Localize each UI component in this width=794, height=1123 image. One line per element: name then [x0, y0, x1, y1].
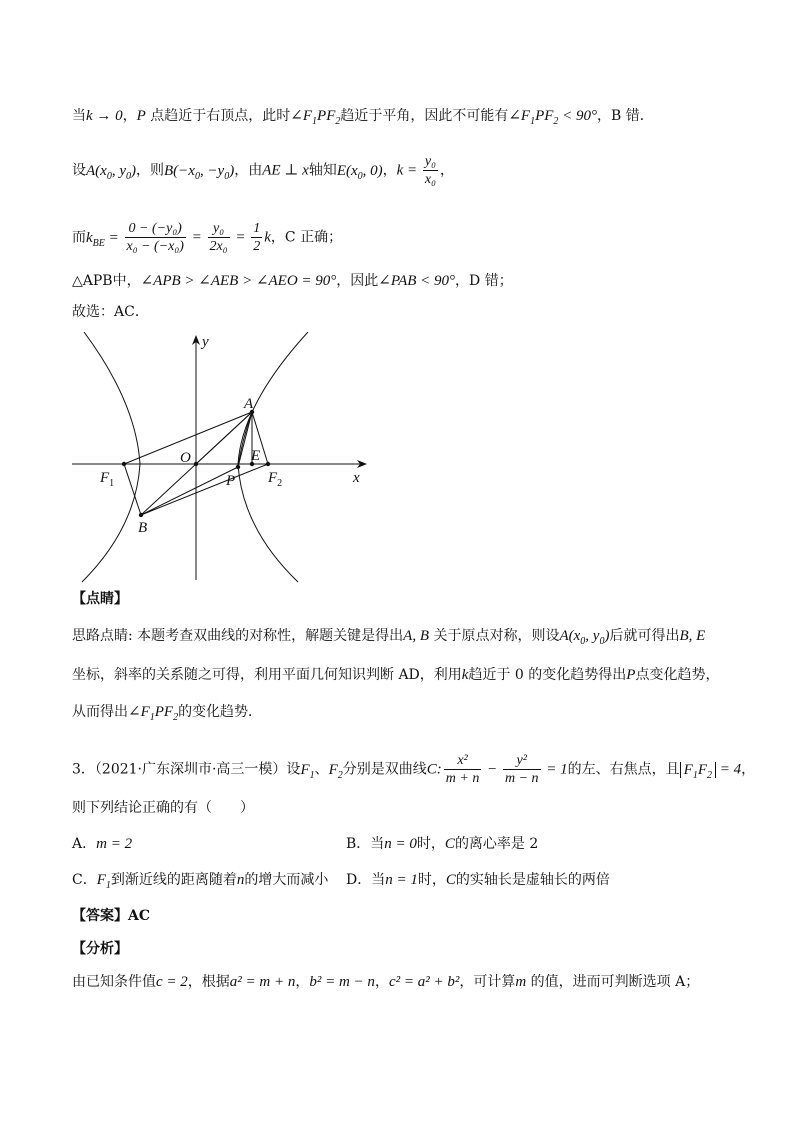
label-f2: $F_2$	[268, 470, 283, 489]
left-hyperbola-branch	[82, 332, 140, 582]
text-line-8: 坐标，斜率的关系随之可得，利用平面几何知识判断 AD，利用k趋近于 0 的变化趋势得出P点变化趋势，	[72, 667, 720, 683]
text-line-2: 设$A(x_0$, $y_0$)，则$B(-x_0$, $-y_0$)，由AE ⊥ x轴知$E(x_0$, 0)，k = $\frac{\text{y₀}}{\text{x₀}}$ ，	[72, 154, 455, 187]
option-a: A．m = 2	[72, 836, 133, 852]
fraction-x2: $\frac{\text{x²}}{m + n}$	[445, 753, 480, 786]
hyperbola-figure	[70, 332, 380, 584]
point-b	[139, 513, 143, 517]
label-x: x	[353, 470, 360, 486]
fraction-k: $\frac{\text{y₀}}{\text{x₀}}$	[424, 154, 437, 187]
text-line-1: 当k → 0，P 点趋近于右顶点，此时$\angle F_1PF_2$趋近于平角，因此不可能有$\angle F_1PF_2 < 90^\circ$，B 错．	[72, 108, 654, 127]
option-d: D．当n = 1时，C的实轴长是虚轴长的两倍	[346, 872, 610, 888]
fraction-half: $\frac{1}{2}$	[253, 221, 261, 254]
label-p: P	[226, 473, 236, 489]
fraction-kbe-1: $\frac{\text{0 − (−y₀)}}{\text{x₀ − (−x₀)}}$	[126, 221, 184, 254]
answer-label: 【答案】AC	[72, 908, 151, 924]
label-f1: $F_1$	[100, 470, 115, 489]
analysis-label: 【分析】	[72, 941, 128, 957]
fraction-kbe-2: $\frac{\text{y₀}}{\text{2x₀}}$	[209, 221, 228, 254]
text-line-7: 思路点睛: 本题考查双曲线的对称性，解题关键是得出A, B 关于原点对称，则设$A(x_0$, $y_0$)后就可得出B, E	[72, 628, 706, 647]
point-p	[236, 465, 240, 469]
point-f1	[122, 462, 126, 466]
label-a: A	[244, 396, 254, 412]
label-o: O	[180, 450, 191, 466]
text-line-5: 故选：AC．	[72, 304, 149, 320]
question-3-prompt: 则下列结论正确的有（ ）	[72, 800, 254, 816]
option-b: B．当n = 0时，C的离心率是 2	[346, 836, 539, 852]
label-y: y	[202, 334, 209, 350]
fraction-y2: $\frac{\text{y²}}{m - n}$	[504, 753, 539, 786]
question-3-stem: 3．（2021·广东深圳市·高三一模）设$F_1$、$F_2$分别是双曲线C: $\frac{\text{x²}}{m + n}$ − $\frac{\text{y²}}{m - n}$ = 1的左、右焦点，且 $F_1F_2 = 4$，	[72, 753, 756, 786]
text-line-3: 而$k_{BE}$ = $\frac{\text{0 − (−y₀)}}{\text{x₀ − (−x₀)}}$ = $\frac{\text{y₀}}{\text{2x₀}}$ = $\frac{1}{2}$ k，C 正确；	[72, 221, 343, 254]
right-hyperbola-branch	[238, 332, 308, 582]
section-label-dianjing: 【点睛】	[72, 591, 128, 607]
text-line-9: 从而得出$\angle F_1PF_2$的变化趋势．	[72, 704, 263, 723]
point-o	[194, 462, 198, 466]
label-b: B	[138, 520, 148, 536]
text-line-16: 由已知条件值c = 2，根据a² = m + n，b² = m − n，c² = a² + b²，可计算m 的值，进而可判断选项 A；	[72, 974, 700, 990]
option-c: C．$F_1$到渐近线的距离随着n的增大而减小	[72, 872, 329, 891]
label-e: E	[251, 448, 261, 464]
text-line-4: △APB中，∠APB > ∠AEB > ∠AEO = 90°，因此∠PAB < 90°，D 错；	[72, 273, 513, 289]
point-f2	[266, 462, 270, 466]
